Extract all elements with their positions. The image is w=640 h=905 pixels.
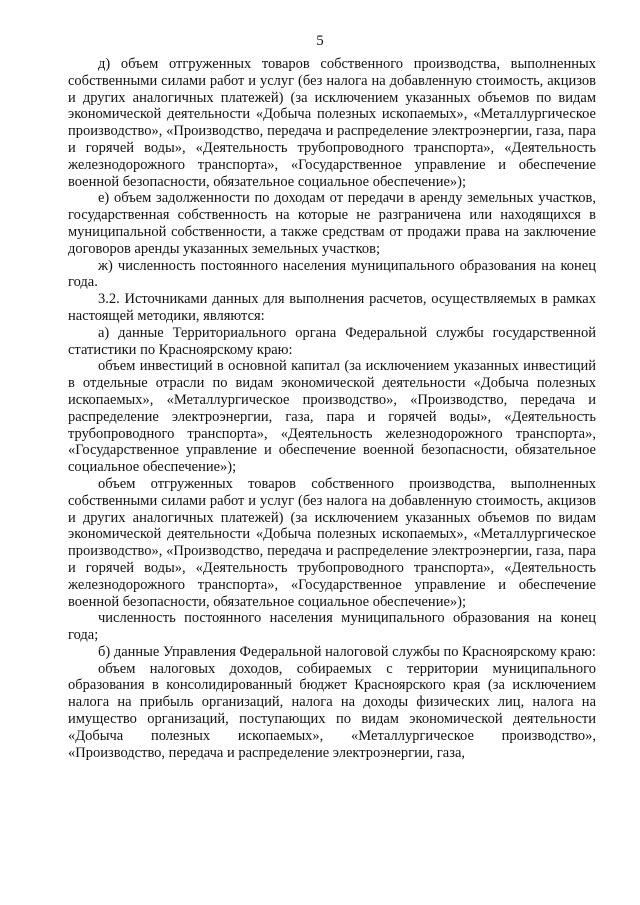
paragraph-3-2-sources: 3.2. Источниками данных для выполнения расчетов, осуществляемых в рамках настоящей методики, являются: xyxy=(68,291,596,324)
paragraph-e-land-lease-debt: е) объем задолженности по доходам от передачи в аренду земельных участков, государственная собственность на которые не разграничена или находящихся в муниципальной собственности, а также средствам от продажи права на заключение договоров аренды указанных земельных участков; xyxy=(68,190,596,257)
paragraph-tax-revenues: объем налоговых доходов, собираемых с территории муниципального образования в консолидированный бюджет Красноярского края (за исключением налога на прибыль организаций, налога на доходы физических лиц, налога на имущество организаций, поступающих по видам экономической деятельности «Добыча полезных ископаемых», «Металлургическое производство», «Производство, передача и распределение электроэнергии, газа, xyxy=(68,660,596,761)
paragraph-investments: объем инвестиций в основной капитал (за исключением указанных инвестиций в отдельные отрасли по видам экономической деятельности «Добыча полезных ископаемых», «Металлургическое производство», «Производство, передача и распределение электроэнергии, газа, пара и горячей воды», «Деятельность трубопроводного транспорта», «Деятельность железнодорожного транспорта», «Государственное управление и обеспечение военной безопасности, обязательное социальное обеспечение»); xyxy=(68,358,596,476)
paragraph-b-tax-service: б) данные Управления Федеральной налоговой службы по Красноярскому краю: xyxy=(98,643,596,660)
paragraph-d-shipped-goods: д) объем отгруженных товаров собственного производства, выполненных собственными силами работ и услуг (без налога на добавленную стоимость, акцизов и других аналогичных платежей) (за исключением указанных объемов по видам экономической деятельности «Добыча полезных ископаемых», «Металлургическое производство», «Производство, передача и распределение электроэнергии, газа, пара и горячей воды», «Деятельность трубопроводного транспорта», «Деятельность железнодорожного транспорта», «Государственное управление и обеспечение военной безопасности, обязательное социальное обеспечение»); xyxy=(68,56,596,190)
document-body xyxy=(68,56,596,761)
paragraph-zh-population: ж) численность постоянного населения муниципального образования на конец года. xyxy=(68,257,596,291)
page-number: 5 xyxy=(316,33,324,49)
paragraph-shipped-goods: объем отгруженных товаров собственного производства, выполненных собственными силами работ и услуг (без налога на добавленную стоимость, акцизов и других аналогичных платежей) (за исключением указанных объемов по видам экономической деятельности «Добыча полезных ископаемых», «Металлургическое производство», «Производство, передача и распределение электроэнергии, газа, пара и горячей воды», «Деятельность трубопроводного транспорта», «Деятельность железнодорожного транспорта», «Государственное управление и обеспечение военной безопасности, обязательное социальное обеспечение»); xyxy=(68,475,596,610)
paragraph-a-statistics-service: а) данные Территориального органа Федеральной службы государственной статистики по Красноярскому краю: xyxy=(68,324,596,358)
paragraph-population: численность постоянного населения муниципального образования на конец года; xyxy=(68,610,596,644)
